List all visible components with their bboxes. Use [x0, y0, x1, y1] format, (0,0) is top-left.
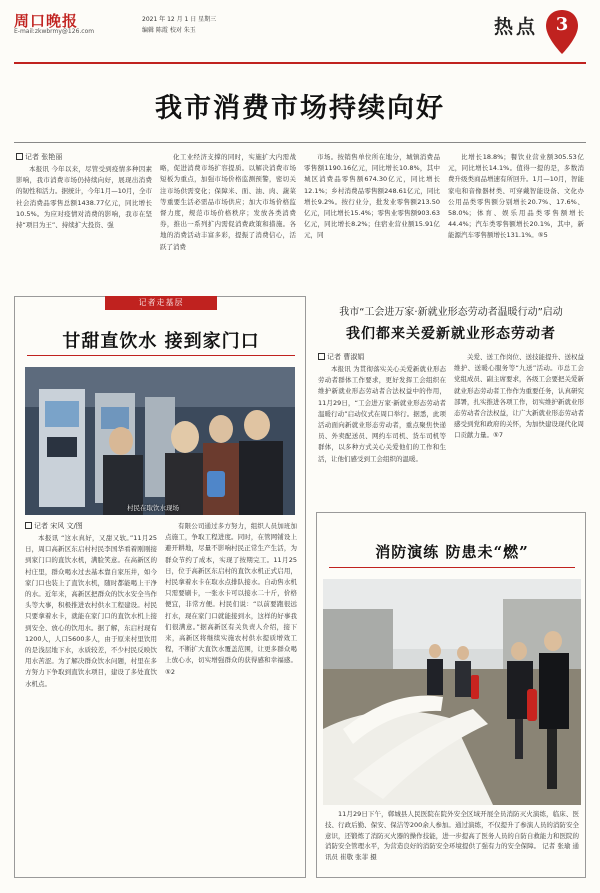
workers-title: 我们都来关爱新就业形态劳动者 [346, 326, 556, 342]
drill-caption-text: 11月29日下午，郸城县人民医院在院外安全区域开展全员消防灭火演练，临床、医技、行政后勤、保安、保洁等200余人参加。通过演练，不仅提升了参演人员的消防安全意识，还锻炼了消防灭火器的操作技能，进一步提高了医务人员的自防自救能力和医院的消防安全管理水平，为营造良好的消防安全环境提供了强有力的安全保障。 记者 张瑜 通讯员 崔敬 张菲 摄 [325, 810, 579, 862]
masthead-rule [14, 62, 586, 64]
feature-title-rule [27, 355, 295, 356]
lead-column-1 [16, 164, 152, 288]
drill-box [316, 512, 586, 878]
workers-column-2 [454, 352, 584, 506]
page-number: 3 [555, 14, 569, 35]
feature-column-1 [25, 533, 157, 873]
lead-paragraph-2: 化工业经济支撑的同时，实施扩大内需战略，促进消费市场扩容提质。以解决消费市场短板为重点，加强市场价格监测预警，密切关注市场供需变化；保障米、面、油、肉、蔬菜等重要生活必需品市场供应；加大市场价格监督力度，规范市场价格秩序；发放各类消费券，推出一系列扩内需促消费政策和措施。各地的消费活动丰富多彩，提振了消费信心，活跃了消费 [160, 153, 296, 251]
photo-caption: 村民在取饮水现场 [127, 504, 179, 512]
feature-paragraph-2: 有限公司通过多方努力，组织人员加班加点施工，争取工程进度。同时，在管网铺设上避开耕地，尽量不影响村民正常生产生活，为群众节约了成本，实现了按期完工。11月25日，位于高新区东启村的直饮水机正式启用，村民拿着水卡在取水点排队接水。自动售水机只需要刷卡，一张水卡可以接水二十斤，价格便宜，非常方便。村民们说：“以前要跑很远打水，现在家门口就能接到水，这样的好事我们很满意。”据高新区有关负责人介绍，接下来，高新区将继续实施农村供水提质增效工程，不断扩大直饮水覆盖范围，让更多群众喝上放心水，切实增强群众的获得感和幸福感。⑤2 [165, 522, 297, 676]
workers-byline-text: 记者 曹淑娟 [327, 353, 365, 361]
feature-label: 记者走基层 [105, 296, 217, 310]
workers-byline [318, 352, 364, 362]
issue-date: 2021 年 12 月 1 日 星期三 [142, 16, 217, 23]
water-dispenser-photo [25, 367, 295, 515]
fire-drill-photo [323, 579, 581, 805]
drill-title: 消防演练 防患未“燃” [375, 543, 529, 561]
lead-column-4 [448, 152, 584, 288]
lead-column-3 [304, 152, 440, 288]
masthead [14, 8, 586, 64]
byline-square-icon [25, 522, 32, 529]
feature-paragraph-1: 本报讯 “这水真好，又甜又软。”11月25日，周口高新区东启村村民李国华看着刚刚接到家门口的直饮水机，满脸笑意。在高新区的村庄里，群众喝水过去基本靠自家压井，如今家门口也装上了直饮水机，随时都能喝上干净的水。近年来，高新区把群众的饮水安全当作头等大事，积极推进农村供水工程建设。村民只要拿着水卡，就能在家门口的直饮水机上接到安全、放心的饮用水。据了解，东启村现有1200人，人口5600多人，由于原来村里饮用的是浅层地下水，水质较差，不少村民反映饮用水苦涩。为了解决群众饮水问题，村里在多方努力下争取到直饮水项目，建设了多处直饮水机点。 [25, 534, 157, 688]
lead-paragraph-4: 比增长18.8%；餐饮业营业额305.53亿元，同比增长14.1%。值得一提的是，多数消费升级类商品增速有所回升。1月—10月，智能家电和音像器材类、可穿戴智能设备、文化办公用品类零售额分别增长20.7%、17.6%、58.0%；体育、娱乐用品类零售额增长44.4%；汽车类零售额增长20.1%，其中，新能源汽车零售额增长131.1%。⑤5 [448, 153, 584, 240]
workers-column-1 [318, 364, 446, 506]
byline-square-icon [16, 153, 23, 160]
feature-title: 甘甜直饮水 接到家门口 [62, 331, 260, 352]
workers-paragraph-2: 关爱、送工作岗位、送技能提升、送权益维护、送暖心服务等“九送”活动。市总工会党组成员、副主席要求，各级工会要把关爱新就业形态劳动者工作作为重要任务，认真研究部署，扎实推进各项工作，切实维护新就业形态劳动者合法权益，让广大新就业形态劳动者感受到党和政府的关怀，为加快建设现代化周口贡献力量。⑤7 [454, 353, 584, 440]
lead-byline [16, 152, 62, 162]
workers-kicker: 我市“工会进万家·新就业形态劳动者温暖行动”启动 [339, 307, 563, 318]
drill-caption [325, 809, 579, 875]
drill-title-rule [329, 567, 575, 568]
feature-column-2 [165, 521, 297, 873]
email-address: E-mail:zkwbrmy@126.com [14, 28, 95, 35]
feature-byline-text: 记者 宋风 文/图 [34, 522, 83, 530]
workers-paragraph-1: 本报讯 为贯彻落实关心关爱新就业形态劳动者群体工作要求，更好发挥工会组织在维护新就业形态劳动者合法权益中的作用，11月29日，“工会进万家·新就业形态劳动者温暖行动”启动仪式在周口举行。据悉，此项活动面向新就业形态劳动者，重点聚焦快递员、外卖配送员、网约车司机、货车司机等群体，以多种方式关心关爱他们的工作和生活，让他们感受到工会组织的温暖。 [318, 365, 446, 463]
byline-square-icon [318, 353, 325, 360]
lead-column-2 [160, 152, 296, 288]
feature-byline [25, 521, 83, 531]
newspaper-logo: 周口晚报 [14, 12, 79, 30]
lead-paragraph-1: 本报讯 今年以来，尽管受到疫情多种因素影响，我市消费市场仍持续向好，展现出消费的韧性和活力。据统计，今年1月—10月，全市社会消费品零售总额1438.77亿元，同比增长10.5%。为应对疫情对消费的影响，我市在坚持“项目为王”、持续扩大投资、强 [16, 165, 152, 230]
section-name: 热点 [493, 16, 538, 38]
lead-headline: 我市消费市场持续向好 [155, 93, 445, 124]
lead-paragraph-3: 市场。按销售单位所在地分，城镇消费品零售额1190.16亿元，同比增长10.8%，其中城区消费品零售额674.30亿元，同比增长12.1%；乡村消费品零售额248.61亿元，同比增长9.2%。按行业分，批发业零售额213.50亿元，同比增长15.4%；零售业零售额903.63亿元，同比增长8.2%；住宿业营业额15.91亿元，同 [304, 153, 440, 240]
lead-byline-text: 记者 张艳丽 [25, 153, 63, 161]
headline-rule [14, 142, 586, 143]
feature-box [14, 296, 306, 878]
editor-credits: 编辑 陈霞 校对 朱玉 [142, 27, 196, 34]
